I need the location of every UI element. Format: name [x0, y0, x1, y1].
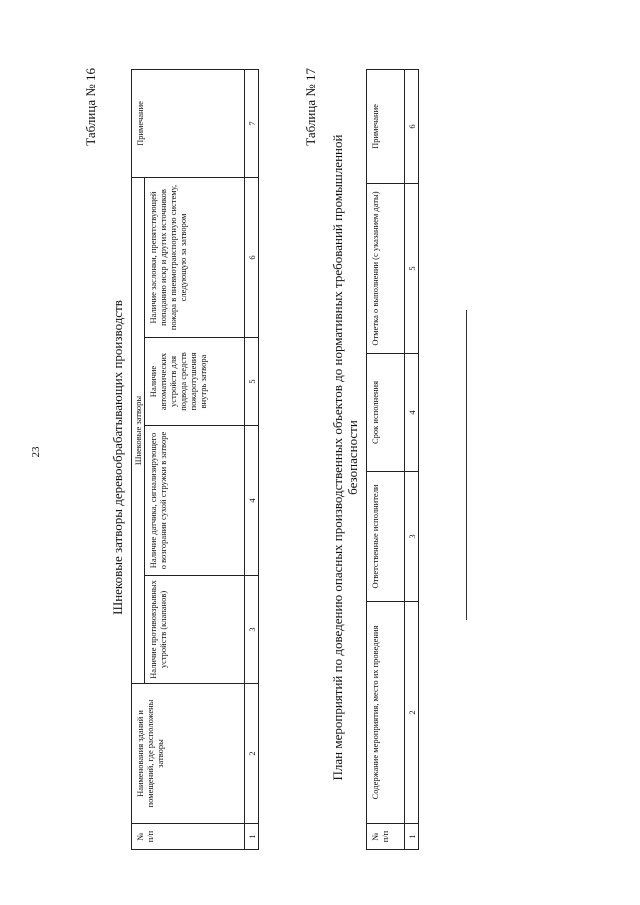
table-16-block: [80, 60, 260, 855]
table-16-label: Таблица № 16: [83, 68, 98, 146]
t16-col-number: 6: [245, 177, 259, 337]
t16-col-number: 3: [245, 576, 259, 684]
table-16: [131, 69, 259, 850]
t17-col-number: 4: [405, 354, 419, 472]
page-number: 23: [30, 446, 42, 458]
t17-header-content: Содержание мероприятия, место их проведения: [367, 602, 405, 824]
t16-header-num: № п/п: [132, 824, 245, 850]
t17-header-deadline: Срок исполнения: [367, 354, 405, 472]
t17-header-note: Примечание: [367, 70, 405, 184]
table-16-title: Шнековые затворы деревообрабатывающих производств: [110, 300, 125, 615]
separator-line: [466, 310, 467, 620]
t17-col-number: 6: [405, 70, 419, 184]
t16-header-valves: Наличие противовзрывных устройств (клапанов): [145, 576, 245, 684]
t17-header-num: № п/п: [367, 824, 405, 850]
t16-col-number: 2: [245, 684, 259, 824]
t16-header-sensor: Наличие датчика, сигнализирующего о возгорании сухой стружки в затворе: [145, 426, 245, 576]
t16-col-number: 1: [245, 824, 259, 850]
table-17: [366, 69, 419, 850]
t16-header-damper: Наличие заслонки, препятствующей попаданию искр и других источников пожара в пневмотранспортную систему, следующую за затвором: [145, 177, 245, 337]
t16-header-note: Примечание: [132, 69, 245, 177]
t17-col-number: 3: [405, 472, 419, 602]
table-17-label: Таблица № 17: [303, 68, 318, 146]
t16-group-header: Шнековые затворы: [132, 177, 145, 683]
t17-col-number: 2: [405, 602, 419, 824]
t16-col-number: 4: [245, 426, 259, 576]
t16-header-building: Наименования зданий и помещений, где расположены затворы: [132, 684, 245, 824]
t17-header-responsible: Ответственные исполнители: [367, 472, 405, 602]
t16-header-extinguish: Наличие автоматических устройств для подвода средств пожаротушения внутрь затвора: [145, 338, 245, 426]
t17-col-number: 1: [405, 824, 419, 850]
t16-col-number: 7: [245, 69, 259, 177]
table-17-title: План мероприятий по доведению опасных производственных объектов до нормативных требований промышленной безопасности: [330, 134, 360, 781]
table-17-block: [300, 60, 420, 855]
t17-header-completion: Отметка о выполнении (с указанием даты): [367, 184, 405, 354]
t17-col-number: 5: [405, 184, 419, 354]
t16-col-number: 5: [245, 338, 259, 426]
